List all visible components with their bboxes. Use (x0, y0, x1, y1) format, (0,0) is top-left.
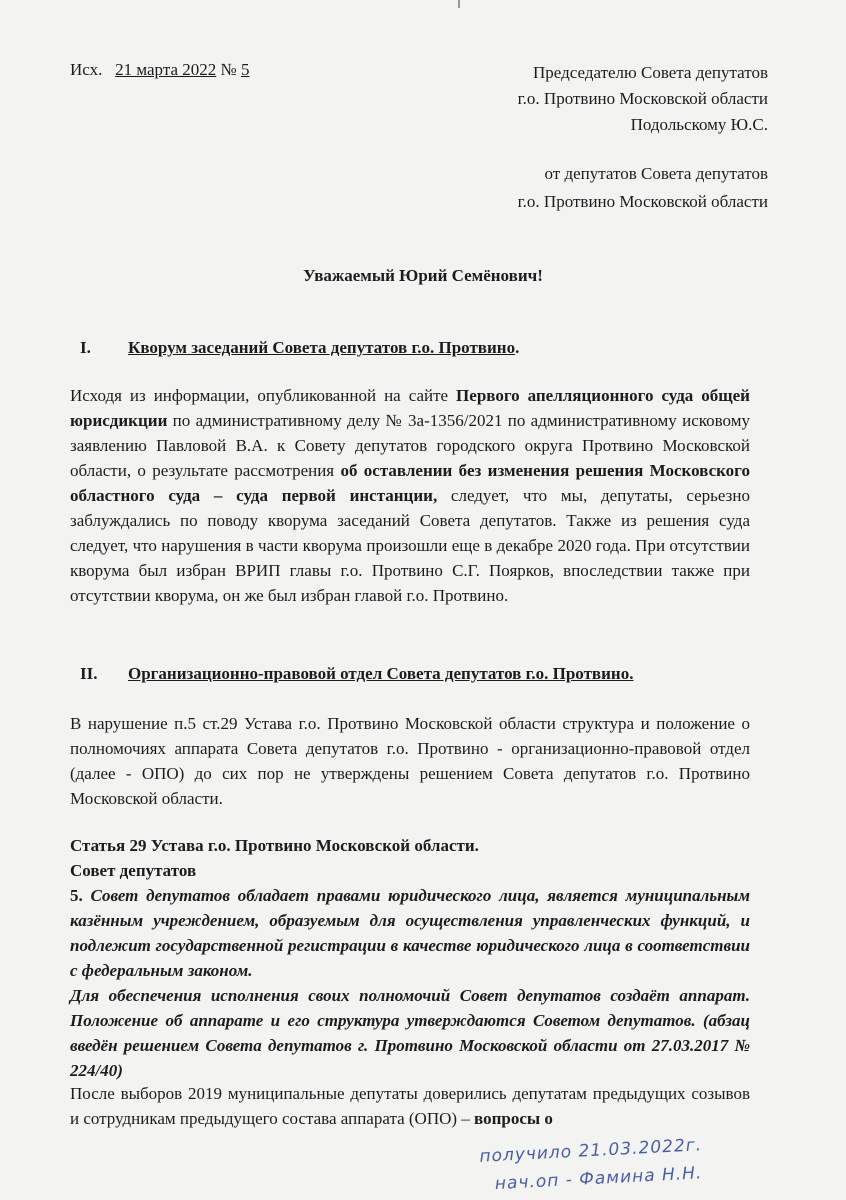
scan-mark (458, 0, 460, 8)
sender-block (518, 160, 768, 216)
section-title: Организационно-правовой отдел Совета депутатов г.о. Протвино. (128, 664, 634, 683)
section2-paragraph: В нарушение п.5 ст.29 Устава г.о. Протвино Московской области структура и положение о полномочиях аппарата Совета депутатов г.о. Протвино - организационно-правовой отдел (далее - ОПО) до сих пор не утверждены решением Совета депутатов г.о. Протвино Московской области. (70, 714, 750, 808)
text-run-bold: вопросы о (474, 1109, 553, 1128)
section-number: I. (80, 338, 91, 357)
item-text: Совет депутатов обладает правами юридического лица, является муниципальным казённым учреждением, образуемым для осуществления управленческих функций, и подлежит государственной регистрации в качестве юридического лица в соответствии с федеральным законом. (70, 886, 750, 980)
addressee-line: Председателю Совета депутатов (533, 63, 768, 82)
charter-paragraph: Для обеспечения исполнения своих полномочий Совет депутатов создаёт аппарат. Положение об аппарате и его структура утверждаются Советом депутатов. (абзац введён решением Совета депутатов г. Протвино Московской области от 27.03.2017 № 224/40) (70, 986, 750, 1080)
number-value: 5 (241, 60, 250, 79)
greeting: Уважаемый Юрий Семёнович! (303, 266, 543, 285)
outgoing-label: Исх. (70, 60, 103, 79)
text-run: После выборов 2019 муниципальные депутаты доверились депутатам предыдущих созывов и сотрудникам предыдущего состава аппарата (ОПО) – (70, 1084, 750, 1128)
closing-paragraph (70, 1081, 750, 1131)
section-heading-2 (70, 664, 633, 684)
charter-item (70, 883, 750, 983)
text-run: Исходя из информации, опубликованной на сайте (70, 386, 457, 405)
handwritten-line: нач.оп - Фамина Н.Н. (494, 1163, 703, 1195)
charter-quote (70, 833, 750, 1083)
handwritten-note (479, 1127, 782, 1199)
section-heading-1: I. Кворум заседаний Совета депутатов г.о. Протвино. (70, 338, 519, 358)
outgoing-date: 21 марта 2022 (115, 60, 217, 79)
text-run: по административному делу № 3а-1356/2021 по административному исковому заявлению Павловой В.А. к Совету депутатов городского округа Протвино Московской области, о результате рассмотрения (70, 411, 750, 480)
section1-paragraph (70, 383, 750, 608)
charter-subheading: Совет депутатов (70, 861, 197, 880)
text-run: следует, что мы, депутаты, серьезно заблуждались по поводу кворума заседаний Совета депутатов. Также из решения суда следует, что нарушения в части кворума произошли еще в декабре 2020 года. При отсутствии кворума был избран ВРИП главы г.о. Протвино С.Г. Поярков, впоследствии также при отсутствии кворума, он же был избран главой г.о. Протвино. (70, 486, 750, 605)
number-label: № (220, 60, 237, 79)
addressee-block (518, 60, 768, 138)
section-number: II. (80, 664, 98, 683)
text-run-bold: об оставлении без изменения решения Московского областного суда – суда первой инстанции, (70, 461, 750, 505)
charter-heading: Статья 29 Устава г.о. Протвино Московской области. (70, 836, 479, 855)
text-run-bold: Первого апелляционного суда общей юрисдикции (70, 386, 750, 430)
addressee-line: г.о. Протвино Московской области (517, 89, 768, 108)
sender-line: от депутатов Совета депутатов (544, 164, 768, 183)
item-number: 5. (70, 886, 83, 905)
section-title: Кворум заседаний Совета депутатов г.о. Протвино (128, 338, 516, 357)
addressee-line: Подольскому Ю.С. (630, 115, 768, 134)
sender-line: г.о. Протвино Московской области (517, 192, 768, 211)
outgoing-reference (70, 60, 250, 80)
handwritten-line: получило 21.03.2022г. (478, 1135, 703, 1167)
